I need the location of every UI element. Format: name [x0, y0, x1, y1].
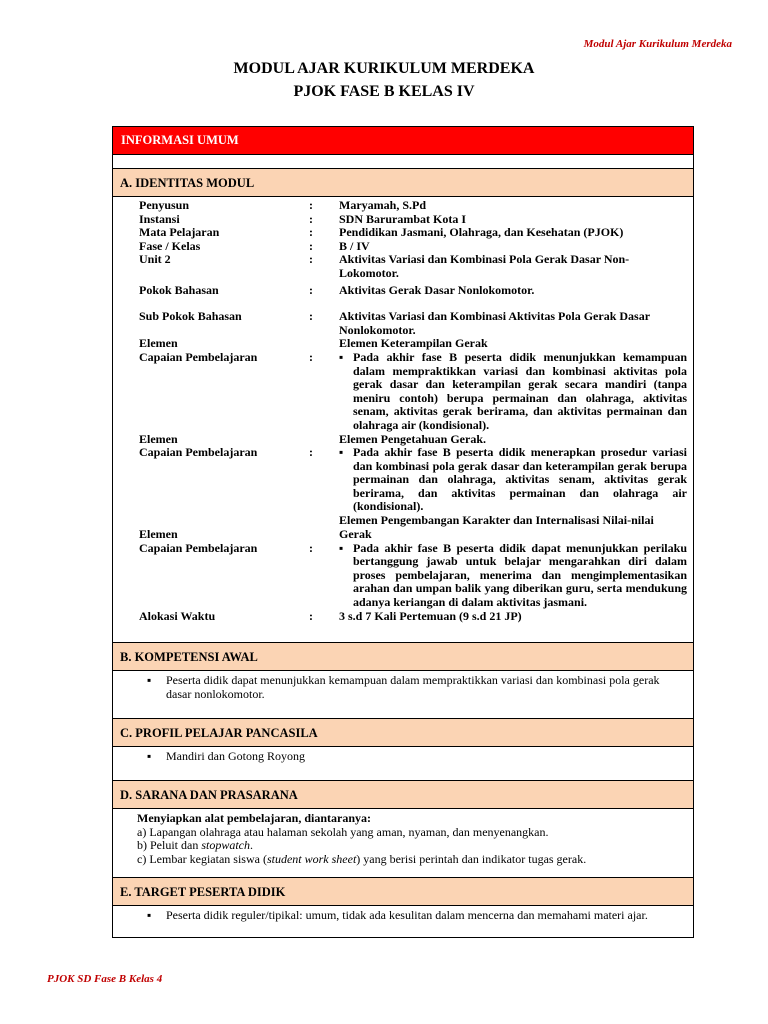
section-sarana-heading: D. SARANA DAN PRASARANA	[113, 780, 693, 809]
target-block	[113, 906, 693, 937]
running-footer: PJOK SD Fase B Kelas 4	[47, 973, 163, 985]
row-instansi	[139, 213, 693, 227]
bullet-icon: ▪	[147, 673, 152, 688]
row-capaian-1	[139, 351, 693, 433]
label: Mata Pelajaran	[139, 225, 220, 240]
colon: :	[309, 608, 313, 623]
document-title: MODUL AJAR KURIKULUM MERDEKA	[233, 60, 535, 77]
section-informasi-umum: INFORMASI UMUM	[113, 127, 693, 155]
row-fase-kelas	[139, 240, 693, 254]
label: Elemen	[139, 527, 178, 542]
capaian-bullet	[339, 542, 693, 610]
row-alokasi-waktu	[139, 610, 693, 624]
colon: :	[309, 445, 313, 460]
value: Elemen Keterampilan Gerak	[339, 336, 488, 351]
capaian-text: Pada akhir fase B peserta didik menunjukkan kemampuan dalam mempraktikkan variasi dan kombinasi aktivitas pola gerak dasar dan keterampilan gerak secara mandiri (tanpa meniru contoh) berupa permainan dan olahraga, aktivitas senam, aktivitas gerak berirama, dan aktivitas permainan dan olahraga air (kondisional).	[353, 349, 687, 432]
label: Instansi	[139, 211, 180, 226]
row-elemen-2	[139, 433, 693, 447]
bullet-icon: ▪	[339, 540, 344, 555]
row-unit	[139, 253, 693, 280]
identitas-block	[113, 197, 693, 629]
label: Fase / Kelas	[139, 238, 201, 253]
colon: :	[309, 211, 313, 226]
value: Aktivitas Gerak Dasar Nonlokomotor.	[339, 282, 535, 297]
label: Elemen	[139, 431, 178, 446]
label: Capaian Pembelajaran	[139, 349, 258, 364]
row-penyusun	[139, 199, 693, 213]
profil-block	[113, 747, 693, 769]
label: Elemen	[139, 336, 178, 351]
value: Elemen Pengembangan Karakter dan Internalisasi Nilai-nilai Gerak	[339, 513, 654, 541]
running-header: Modul Ajar Kurikulum Merdeka	[583, 38, 732, 50]
target-text: Peserta didik reguler/tipikal: umum, tidak ada kesulitan dalam mencerna dan memahami materi ajar.	[166, 908, 648, 923]
label: Unit 2	[139, 252, 171, 267]
bullet-icon: ▪	[147, 749, 152, 764]
colon: :	[309, 238, 313, 253]
section-identitas-heading: A. IDENTITAS MODUL	[113, 168, 693, 197]
row-elemen-1	[139, 337, 693, 351]
row-elemen-3	[139, 514, 693, 542]
bullet-icon: ▪	[339, 445, 344, 460]
row-mata-pelajaran	[139, 226, 693, 240]
label: Sub Pokok Bahasan	[139, 309, 242, 324]
label: Pokok Bahasan	[139, 282, 219, 297]
value: Aktivitas Variasi dan Kombinasi Pola Gerak Dasar Non-Lokomotor.	[339, 252, 630, 280]
capaian-text: Pada akhir fase B peserta didik dapat menunjukkan perilaku bertanggung jawab untuk belajar mengarahkan diri dalam proses pembelajaran, menerima dan mengimplementasikan arahan dan umpan balik yang diberikan guru, serta mendukung adanya keriangan di dalam aktivitas jasmani.	[353, 540, 687, 610]
value: SDN Barurambat Kota I	[339, 211, 467, 226]
colon: :	[309, 349, 313, 364]
section-profil-heading: C. PROFIL PELAJAR PANCASILA	[113, 718, 693, 747]
value: Maryamah, S.Pd	[339, 198, 426, 212]
label: Penyusun	[139, 198, 190, 212]
profil-text: Mandiri dan Gotong Royong	[166, 749, 305, 764]
colon: :	[309, 252, 313, 267]
value: 3 s.d 7 Kali Pertemuan (9 s.d 21 JP)	[339, 608, 522, 623]
bullet-icon: ▪	[147, 908, 152, 923]
colon: :	[309, 225, 313, 240]
row-capaian-3	[139, 542, 693, 610]
section-target-heading: E. TARGET PESERTA DIDIK	[113, 877, 693, 906]
label: Capaian Pembelajaran	[139, 445, 258, 460]
kompetensi-block	[113, 671, 693, 706]
capaian-bullet	[339, 446, 693, 514]
capaian-text: Pada akhir fase B peserta didik menerapkan prosedur variasi dan kombinasi pola gerak dasar dan keterampilan gerak berupa permainan dan olahraga, aktivitas senam, aktivitas gerak berirama, dan aktivitas permainan dan olahraga air (kondisional).	[353, 445, 687, 514]
document-subtitle: PJOK FASE B KELAS IV	[293, 83, 475, 100]
row-sub-pokok-bahasan	[139, 310, 693, 337]
colon: :	[309, 309, 313, 324]
colon: :	[309, 282, 313, 297]
colon: :	[309, 540, 313, 555]
bullet-icon: ▪	[339, 349, 344, 364]
value: Pendidikan Jasmani, Olahraga, dan Kesehatan (PJOK)	[339, 225, 624, 240]
value: Elemen Pengetahuan Gerak.	[339, 431, 486, 446]
sarana-item-b: b) Peluit dan stopwatch.	[137, 838, 253, 853]
value: B / IV	[339, 238, 370, 253]
row-capaian-2	[139, 446, 693, 514]
sarana-item-c: c) Lembar kegiatan siswa (student work sheet) yang berisi perintah dan indikator tugas gerak.	[137, 851, 587, 866]
sarana-item-a: a) Lapangan olahraga atau halaman sekolah yang aman, nyaman, dan menyenangkan.	[137, 824, 549, 839]
label: Capaian Pembelajaran	[139, 540, 258, 555]
module-table	[112, 126, 694, 938]
kompetensi-text: Peserta didik dapat menunjukkan kemampuan dalam mempraktikkan variasi dan kombinasi pola gerak dasar nonlokomotor.	[166, 673, 660, 701]
capaian-bullet	[339, 351, 693, 433]
colon: :	[309, 198, 313, 212]
section-kompetensi-heading: B. KOMPETENSI AWAL	[113, 642, 693, 671]
sarana-intro: Menyiapkan alat pembelajaran, diantaranya:	[137, 811, 372, 825]
row-pokok-bahasan	[139, 284, 693, 298]
value: Aktivitas Variasi dan Kombinasi Aktivitas Pola Gerak Dasar Nonlokomotor.	[339, 309, 650, 337]
sarana-block	[113, 809, 693, 871]
label: Alokasi Waktu	[139, 608, 216, 623]
